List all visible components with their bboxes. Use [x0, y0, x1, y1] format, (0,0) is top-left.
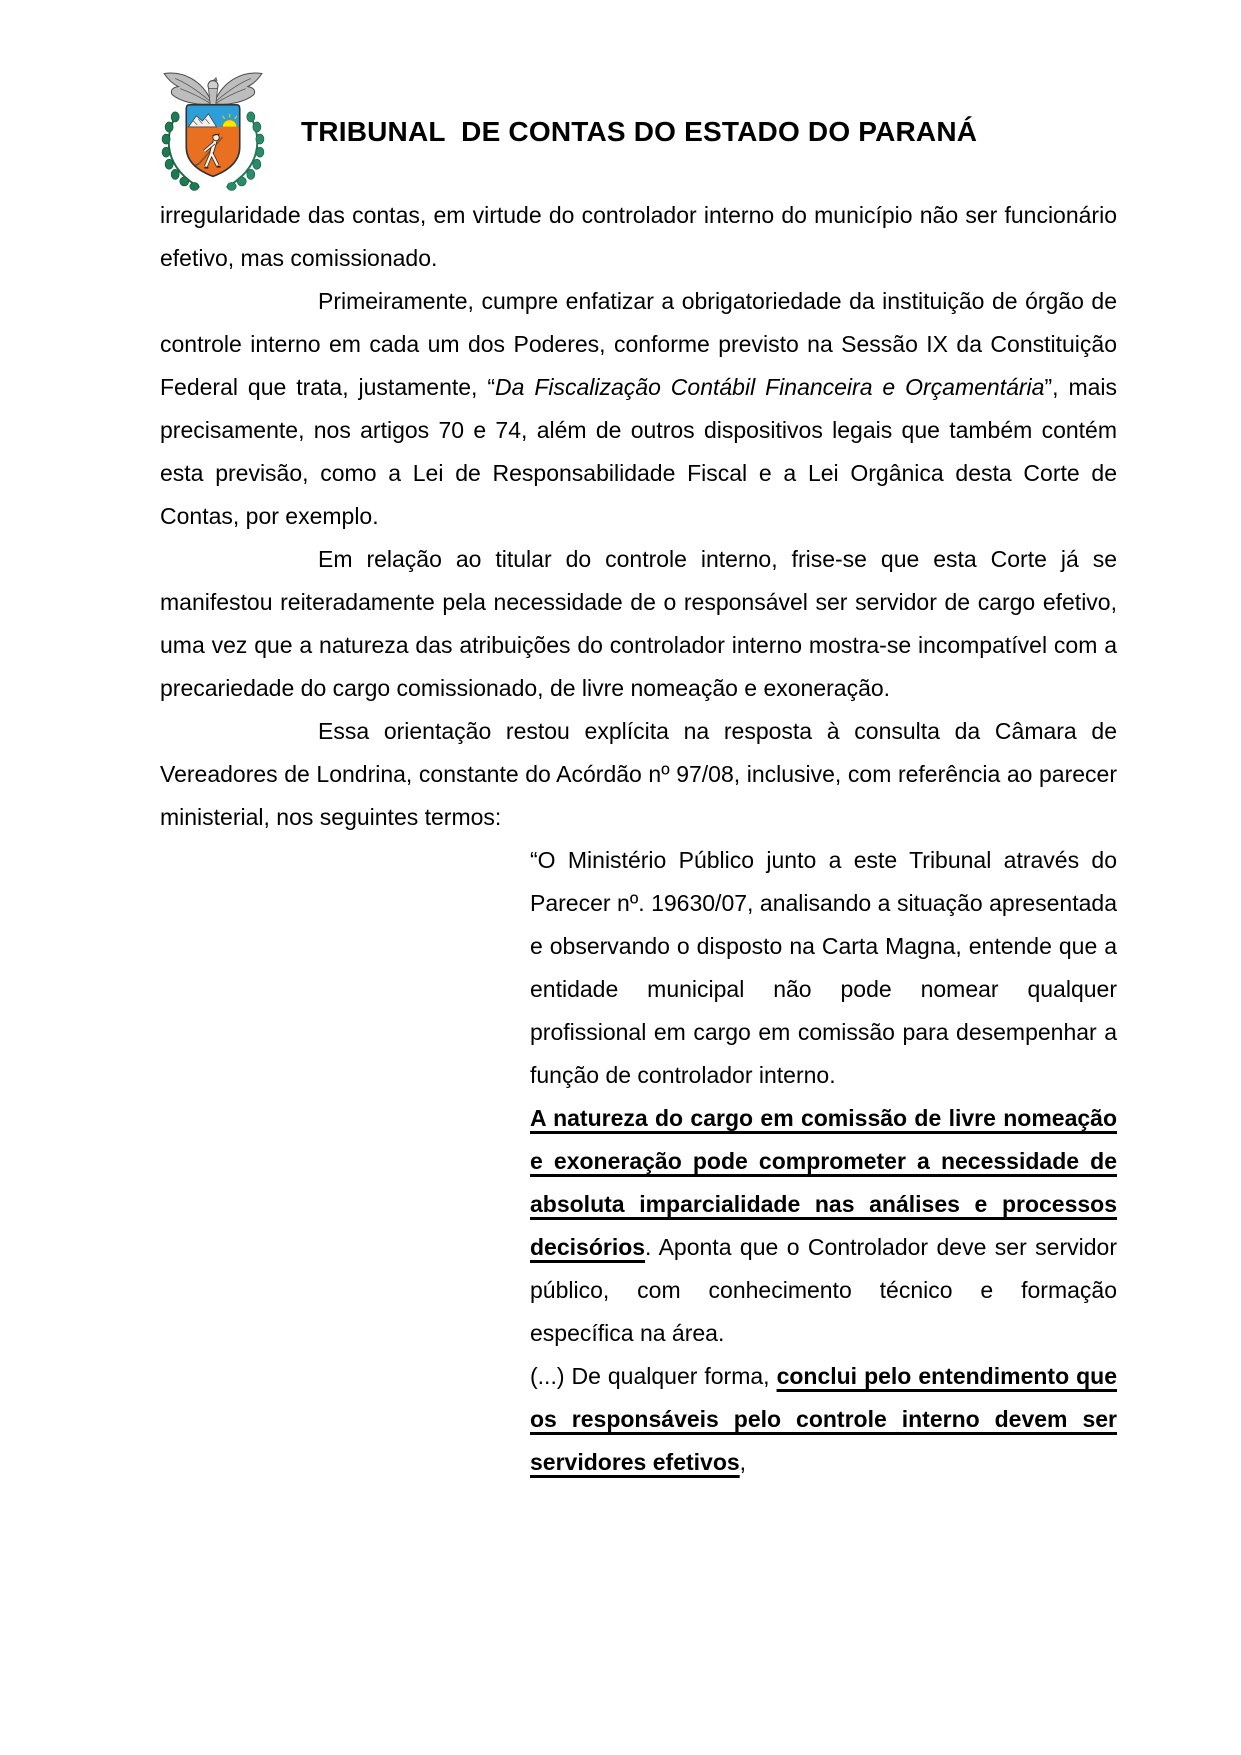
block-quote	[530, 839, 1117, 1484]
quote-paragraph-1	[530, 839, 1117, 1097]
quote-paragraph-2	[530, 1097, 1117, 1355]
body-paragraph-1	[160, 194, 1117, 280]
text-segment: (...) De qualquer forma,	[530, 1363, 777, 1389]
eagle-icon	[164, 73, 262, 107]
text-segment: conclui pelo entendimento que os responsáveis pelo controle interno devem ser servidores efetivos	[530, 1363, 1117, 1475]
text-segment: irregularidade das contas, em virtude do controlador interno do município não ser funcionário efetivo, mas comissionado.	[160, 202, 1117, 271]
quote-paragraph-3	[530, 1355, 1117, 1484]
text-segment: . Aponta que o Controlador deve ser servidor público, com conhecimento técnico e formação específica na área.	[530, 1234, 1117, 1346]
shield-icon	[186, 105, 239, 178]
body-paragraph-4	[160, 710, 1117, 839]
text-segment: ,	[739, 1449, 747, 1475]
text-segment: Essa orientação restou explícita na resposta à consulta da Câmara de Vereadores de Londrina, constante do Acórdão nº 97/08, inclusive, com referência ao parecer ministerial, nos seguintes termos:	[160, 718, 1117, 830]
text-segment: ”, mais precisamente, nos artigos 70 e 74, além de outros dispositivos legais que também contém esta previsão, como a Lei de Responsabilidade Fiscal e a Lei Orgânica desta Corte de Contas, por exemplo.	[160, 374, 1117, 529]
document-body	[160, 194, 1117, 1484]
body-paragraph-3	[160, 538, 1117, 710]
text-segment: Primeiramente, cumpre enfatizar a obrigatoriedade da instituição de órgão de controle interno em cada um dos Poderes, conforme previsto na Sessão IX da Constituição Federal que trata, justamente, “	[160, 288, 1117, 400]
text-segment: A natureza do cargo em comissão de livre nomeação e exoneração pode comprometer a necessidade de absoluta imparcialidade nas análises e processos decisórios	[530, 1105, 1117, 1260]
institution-title: TRIBUNAL DE CONTAS DO ESTADO DO PARANÁ	[301, 115, 978, 147]
parana-coat-of-arms-icon	[155, 68, 271, 195]
body-paragraph-2	[160, 280, 1117, 538]
text-segment: Da Fiscalização Contábil Financeira e Orçamentária	[495, 374, 1045, 400]
text-segment: Em relação ao titular do controle interno, frise-se que esta Corte já se manifestou reiteradamente pela necessidade de o responsável ser servidor de cargo efetivo, uma vez que a natureza das atribuições do controlador interno mostra-se incompatível com a precariedade do cargo comissionado, de livre nomeação e exoneração.	[160, 546, 1117, 701]
text-segment: “O Ministério Público junto a este Tribunal através do Parecer nº. 19630/07, analisando a situação apresentada e observando o disposto na Carta Magna, entende que a entidade municipal não pode nomear qualquer profissional em cargo em comissão para desempenhar a função de controlador interno.	[530, 847, 1117, 1088]
letterhead	[155, 68, 977, 195]
